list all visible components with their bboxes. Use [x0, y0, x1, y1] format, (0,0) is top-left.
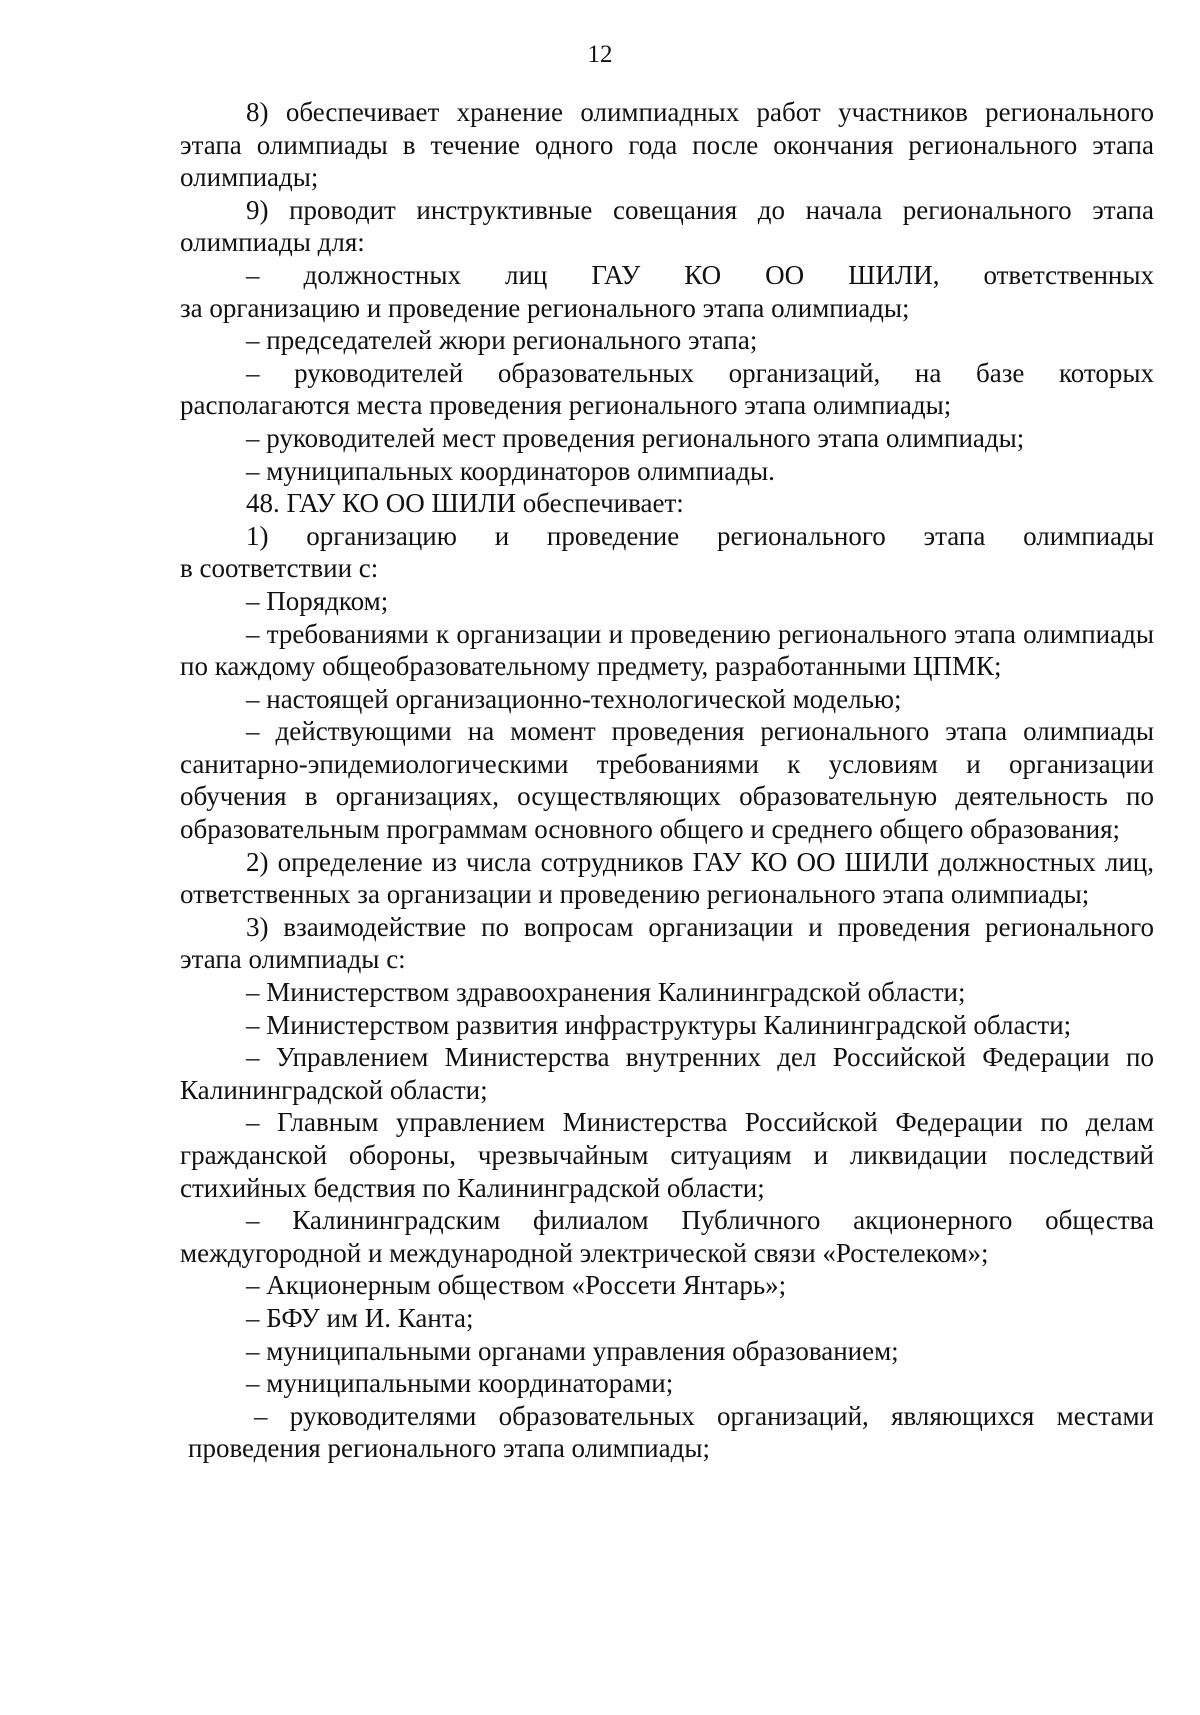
- paragraph-org-heads: – руководителей образовательных организаций, на базе которых располагаются места проведения регионального этапа олимпиады;: [180, 357, 1154, 421]
- paragraph-jury-chairs: – председателей жюри регионального этапа;: [246, 325, 758, 356]
- paragraph-officials-rest: за организацию и проведение регионального этапа олимпиады;: [180, 292, 910, 323]
- paragraph-interior-ministry: – Управлением Министерства внутренних дел Российской Федерации по Калининградской области;: [180, 1042, 1154, 1105]
- paragraph-item-8: 8) обеспечивает хранение олимпиадных работ участников регионального этапа олимпиады в течение одного года после окончания регионального этапа олимпиады;: [180, 97, 1154, 193]
- paragraph-venue-heads: – руководителей мест проведения регионального этапа олимпиады;: [246, 422, 1025, 453]
- paragraph-model: – настоящей организационно-технологической моделью;: [246, 683, 902, 714]
- paragraph-48-1: [180, 520, 1154, 585]
- paragraph-requirements: – требованиями к организации и проведению регионального этапа олимпиады по каждому общеобразовательному предмету, разработанными ЦПМК;: [180, 618, 1154, 682]
- paragraph-item-9: 9) проводит инструктивные совещания до начала регионального этапа олимпиады для:: [180, 194, 1154, 258]
- paragraph-procedure: – Порядком;: [246, 585, 389, 616]
- paragraph-48-2: 2) определение из числа сотрудников ГАУ КО ОО ШИЛИ должностных лиц, ответственных за организации и проведению регионального этапа олимпиады;: [180, 846, 1154, 910]
- paragraph-org-heads-venues: – руководителями образовательных организаций, являющихся местами проведения регионального этапа олимпиады;: [188, 1400, 1154, 1464]
- paragraph-48-1-first-line: 1) организацию и проведение регионального этапа олимпиады: [246, 520, 1154, 551]
- paragraph-municipal-coordinators: – муниципальных координаторов олимпиады.: [246, 455, 775, 486]
- paragraph-officials-first-line: – должностных лиц ГАУ КО ОО ШИЛИ, ответственных: [246, 259, 1154, 290]
- paragraph-48: 48. ГАУ КО ОО ШИЛИ обеспечивает:: [246, 488, 684, 519]
- paragraph-rosseti: – Акционерным обществом «Россети Янтарь»;: [246, 1270, 787, 1301]
- paragraph-municipal-education: – муниципальными органами управления образованием;: [246, 1335, 899, 1366]
- paragraph-rostelecom: – Калининградским филиалом Публичного акционерного общества междугородной и международной электрической связи «Ростелеком»;: [180, 1205, 1154, 1268]
- document-body: [180, 96, 1154, 1465]
- paragraph-48-3: 3) взаимодействие по вопросам организации и проведения регионального этапа олимпиады с:: [180, 911, 1154, 975]
- paragraph-municipal-coordinators-2: – муниципальными координаторами;: [246, 1368, 674, 1399]
- paragraph-officials: [180, 259, 1154, 324]
- paragraph-sanitary: – действующими на момент проведения регионального этапа олимпиады санитарно-эпидемиологическими требованиями к условиям и организации обучения в организациях, осуществляющих образовательную деятельность по образовательным программам основного общего и среднего общего образования;: [180, 716, 1154, 845]
- paragraph-bfu: – БФУ им И. Канта;: [246, 1302, 474, 1333]
- paragraph-infrastructure-ministry: – Министерством развития инфраструктуры Калининградской области;: [246, 1009, 1072, 1040]
- paragraph-health-ministry: – Министерством здравоохранения Калининградской области;: [246, 977, 966, 1008]
- page-number: 12: [587, 41, 613, 68]
- paragraph-emergency-ministry: – Главным управлением Министерства Российской Федерации по делам гражданской обороны, чрезвычайным ситуациям и ликвидации последствий стихийных бедствия по Калининградской области;: [180, 1107, 1154, 1203]
- paragraph-48-1-rest: в соответствии с:: [180, 553, 379, 584]
